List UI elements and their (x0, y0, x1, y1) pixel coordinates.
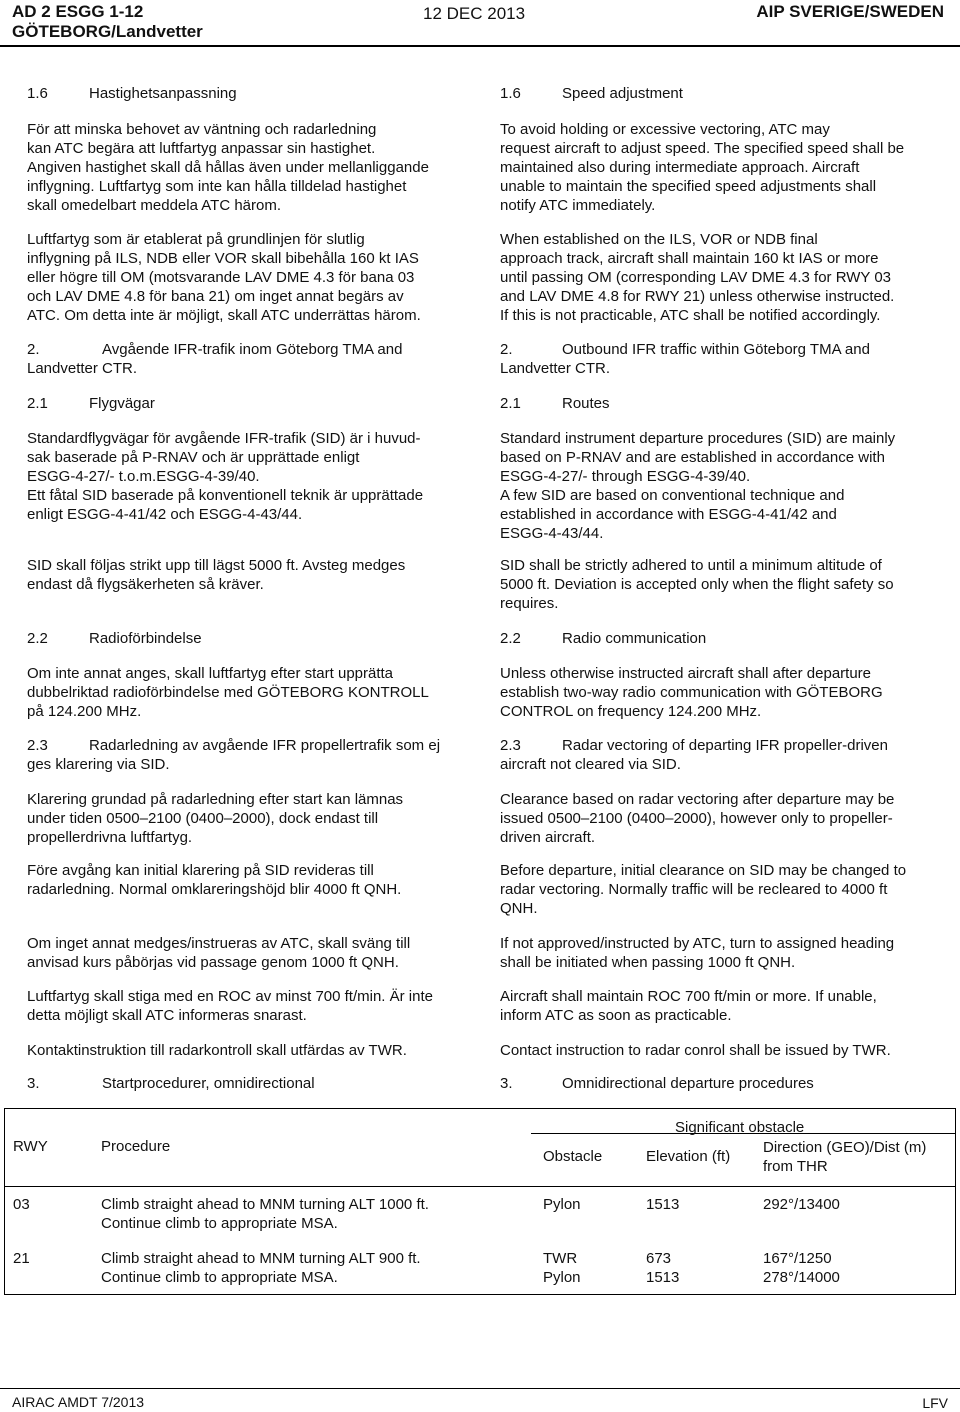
section-heading-2-sv (27, 340, 477, 378)
document-id: AD 2 ESGG 1-12 (12, 2, 144, 21)
section-number: 1.6 (500, 85, 521, 102)
publication-date: 12 DEC 2013 (423, 4, 526, 23)
paragraph-contact-en: Contact instruction to radar conrol shall be issued by TWR. (500, 1042, 891, 1059)
section-heading-1-6-sv (27, 84, 477, 103)
section-heading-2-3-en (500, 736, 950, 774)
section-number: 2. (27, 341, 40, 358)
section-title: Omnidirectional departure procedures (562, 1075, 814, 1092)
paragraph-reclearance-sv: Före avgång kan initial klarering på SID revideras till radarledning. Normal omklareringshöjd blir 4000 ft QNH. (27, 862, 402, 898)
header-rule (0, 45, 960, 47)
cell-elevation: 1513 (646, 1269, 680, 1286)
section-heading-2-2-sv (27, 629, 477, 648)
section-number: 2. (500, 341, 513, 358)
header-significant-obstacle: Significant obstacle (675, 1119, 805, 1136)
cell-elevation: 673 (646, 1250, 672, 1267)
cell-procedure: Climb straight ahead to MNM turning ALT 900 ft. (101, 1250, 421, 1267)
cell-rwy: 21 (13, 1250, 30, 1267)
english-column (500, 84, 950, 1094)
section-title: Radarledning av avgående IFR propellertrafik som ej (89, 737, 441, 754)
section-number: 2.1 (27, 395, 48, 412)
header-direction-cont: from THR (763, 1158, 828, 1175)
paragraph-speed-request-sv: För att minska behovet av väntning och radarledning kan ATC begära att luftfartyg anpassar sin hastighet. Angiven hastighet skall då hållas även under mellanliggande inflygning. Luftfartyg som inte kan hålla tilldelad hastighet skall omedelbart meddela ATC härom. (27, 121, 429, 214)
departure-procedures-table (4, 1108, 956, 1295)
paragraph-sid-altitude-en: SID shall be strictly adhered to until a minimum altitude of 5000 ft. Deviation is accepted only when the flight safety so requires. (500, 557, 894, 612)
cell-obstacle: Pylon (543, 1196, 581, 1213)
section-number: 2.2 (27, 630, 48, 647)
paragraph-contact-sv: Kontaktinstruktion till radarkontroll skall utfärdas av TWR. (27, 1042, 407, 1059)
section-heading-3-sv (27, 1074, 477, 1093)
paragraph-final-approach-sv: Luftfartyg som är etablerat på grundlinjen för slutlig inflygning på ILS, NDB eller VOR skall bibehålla 160 kt IAS eller högre till OM (motsvarande LAV DME 4.3 för bana 03 och LAV DME 4.8 för bana 21) om inget annat begärs av ATC. Om detta inte är möjligt, skall ATC underrättas härom. (27, 231, 421, 324)
header-direction: Direction (GEO)/Dist (m) (763, 1139, 927, 1156)
cell-procedure: Climb straight ahead to MNM turning ALT 1000 ft. (101, 1196, 429, 1213)
section-title: Outbound IFR traffic within Göteborg TMA and (562, 341, 870, 358)
paragraph-turn-sv: Om inget annat medges/instrueras av ATC, skall sväng till anvisad kurs påbörjas vid passage genom 1000 ft QNH. (27, 935, 411, 971)
section-heading-2-en (500, 340, 950, 378)
cell-direction: 292°/13400 (763, 1196, 840, 1213)
section-title: Speed adjustment (562, 85, 683, 102)
section-title-cont: Landvetter CTR. (500, 360, 611, 377)
header-elevation: Elevation (ft) (646, 1148, 731, 1165)
footer-publisher: LFV (922, 1395, 948, 1411)
swedish-column (27, 84, 477, 1094)
section-heading-2-3-sv (27, 736, 477, 774)
section-heading-2-2-en (500, 629, 950, 648)
section-title: Hastighetsanpassning (89, 85, 237, 102)
paragraph-final-approach-en: When established on the ILS, VOR or NDB final approach track, aircraft shall maintain 160 kt IAS or more until passing OM (corresponding LAV DME 4.3 for RWY 03 and LAV DME 4.8 for RWY 21) unless otherwise instructed. If this is not practicable, ATC shall be notified accordingly. (500, 231, 895, 324)
section-heading-2-1-en (500, 394, 950, 413)
section-title: Startprocedurer, omnidirectional (102, 1075, 315, 1092)
table-row (5, 1195, 955, 1235)
table-header-rule (5, 1186, 955, 1187)
paragraph-radio-en: Unless otherwise instructed aircraft shall after departure establish two-way radio communication with GÖTEBORG CONTROL on frequency 124.200 MHz. (500, 665, 883, 720)
section-title: Flygvägar (89, 395, 155, 412)
publication-title: AIP SVERIGE/SWEDEN (756, 2, 944, 21)
header-rwy: RWY (13, 1138, 48, 1155)
section-number: 2.3 (500, 737, 521, 754)
table-row (5, 1249, 955, 1289)
paragraph-sid-altitude-sv: SID skall följas strikt upp till lägst 5000 ft. Avsteg medges endast då flygsäkerheten så kräver. (27, 557, 406, 593)
footer-rule (0, 1388, 960, 1389)
cell-direction: 167°/1250 (763, 1250, 832, 1267)
section-number: 2.3 (27, 737, 48, 754)
cell-rwy: 03 (13, 1196, 30, 1213)
paragraph-roc-sv: Luftfartyg skall stiga med en ROC av minst 700 ft/min. Är inte detta möjligt skall ATC informeras snarast. (27, 988, 433, 1024)
section-heading-3-en (500, 1074, 950, 1093)
section-title: Routes (562, 395, 610, 412)
paragraph-sid-routes-sv: Standardflygvägar för avgående IFR-trafik (SID) är i huvud- sak baserade på P-RNAV och är upprättade enligt ESGG-4-27/- t.o.m.ESGG-4-39/40. Ett fåtal SID baserade på konventionell teknik är upprättade enligt ESGG-4-41/42 och ESGG-4-43/44. (27, 430, 424, 523)
section-title-cont: Landvetter CTR. (27, 360, 138, 377)
section-number: 1.6 (27, 85, 48, 102)
cell-obstacle: Pylon (543, 1269, 581, 1286)
section-heading-2-1-sv (27, 394, 477, 413)
paragraph-sid-routes-en: Standard instrument departure procedures (SID) are mainly based on P-RNAV and are established in accordance with ESGG-4-27/- through ESGG-4-39/40. A few SID are based on conventional technique and established in accordance with ESGG-4-41/42 and ESGG-4-43/44. (500, 430, 896, 542)
paragraph-clearance-hours-sv: Klarering grundad på radarledning efter start kan lämnas under tiden 0500–2100 (0400–2000), dock endast till propellerdrivna luftfartyg. (27, 791, 404, 846)
section-number: 3. (27, 1075, 40, 1092)
section-title-cont: aircraft not cleared via SID. (500, 756, 681, 773)
paragraph-radio-sv: Om inte annat anges, skall luftfartyg efter start upprätta dubbelriktad radioförbindelse med GÖTEBORG KONTROLL på 124.200 MHz. (27, 665, 429, 720)
paragraph-clearance-hours-en: Clearance based on radar vectoring after departure may be issued 0500–2100 (0400–2000), however only to propeller- driven aircraft. (500, 791, 895, 846)
section-title: Avgående IFR-trafik inom Göteborg TMA and (102, 341, 403, 358)
cell-elevation: 1513 (646, 1196, 680, 1213)
cell-procedure-cont: Continue climb to appropriate MSA. (101, 1269, 338, 1286)
paragraph-turn-en: If not approved/instructed by ATC, turn to assigned heading shall be initiated when passing 1000 ft QNH. (500, 935, 895, 971)
section-title-cont: ges klarering via SID. (27, 756, 170, 773)
aerodrome-name: GÖTEBORG/Landvetter (12, 22, 203, 41)
cell-obstacle: TWR (543, 1250, 578, 1267)
section-number: 2.1 (500, 395, 521, 412)
paragraph-reclearance-en: Before departure, initial clearance on SID may be changed to radar vectoring. Normally traffic will be recleared to 4000 ft QNH. (500, 862, 907, 917)
paragraph-roc-en: Aircraft shall maintain ROC 700 ft/min or more. If unable, inform ATC as soon as practicable. (500, 988, 877, 1024)
paragraph-speed-request-en: To avoid holding or excessive vectoring, ATC may request aircraft to adjust speed. The specified speed shall be maintained also during intermediate approach. Aircraft unable to maintain the specified speed adjustments shall notify ATC immediately. (500, 121, 905, 214)
cell-direction: 278°/14000 (763, 1269, 840, 1286)
section-title: Radioförbindelse (89, 630, 202, 647)
section-number: 2.2 (500, 630, 521, 647)
section-number: 3. (500, 1075, 513, 1092)
footer-amendment: AIRAC AMDT 7/2013 (12, 1394, 145, 1410)
header-obstacle: Obstacle (543, 1148, 603, 1165)
cell-procedure-cont: Continue climb to appropriate MSA. (101, 1215, 338, 1232)
header-procedure: Procedure (101, 1138, 171, 1155)
section-title: Radio communication (562, 630, 707, 647)
section-title: Radar vectoring of departing IFR propeller-driven (562, 737, 888, 754)
section-heading-1-6-en (500, 84, 950, 103)
